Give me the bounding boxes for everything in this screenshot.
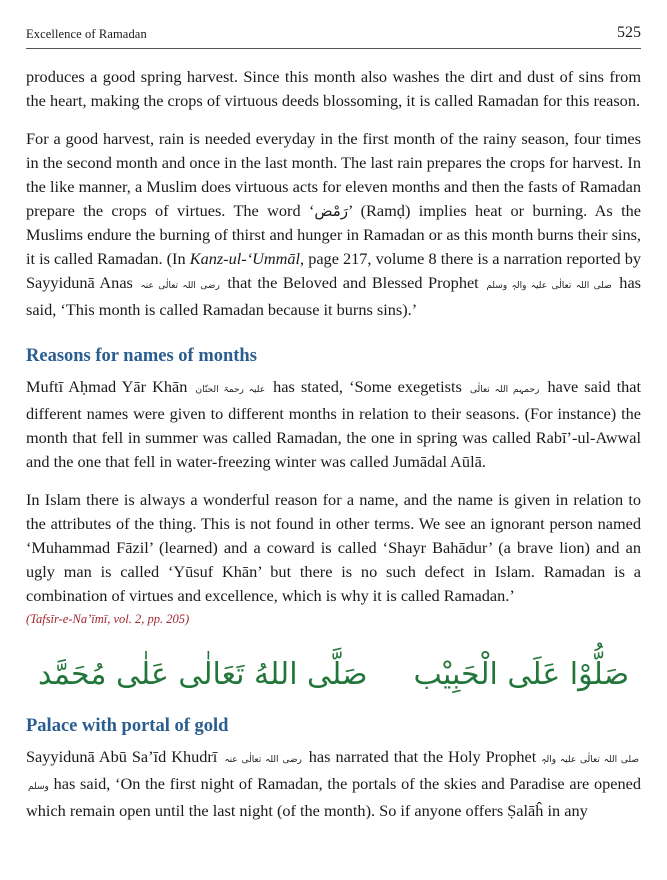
source-title: Kanz-ul-‘Ummāl <box>189 249 301 268</box>
section-heading-names-of-months: Reasons for names of months <box>26 346 257 366</box>
paragraph-3-part-c: have said that different names were given to different months in relation to their seasons. (For instance) the month that fell in summer was called Ramadan, the one in spring was called Rabī’-ul-Awwal and the one that fell in water-freezing winter was called Jumādal Aūlā. <box>26 377 642 471</box>
arabic-word-ramd: رَمْض <box>314 202 349 220</box>
paragraph-5 <box>26 745 641 823</box>
paragraph-3-part-a: Muftī Aḥmad Yār Khān <box>26 377 194 396</box>
paragraph-2-part-c: , page 217, volume 8 there is a narration reported by Sayyidunā Anas <box>26 249 641 292</box>
paragraph-2-part-a: For a good harvest, rain is needed everyday in the first month of the rainy season, four times in the second month and once in the last month. The last rain prepares the crops for harvest. In the like manner, a Muslim does virtuous acts for eleven months and then the fasts of Ramadan prepare the crops of virtues. The word ‘ <box>26 129 641 220</box>
durood-sallu: صَلُّوْا عَلَى الْحَبِيْب <box>413 657 630 692</box>
honorific-prophet: صلی اللہ تعالٰی علیہ والہٖ وسلم <box>486 281 612 291</box>
citation: (Tafsīr-e-Na’īmī, vol. 2, pp. 205) <box>26 612 190 626</box>
honorific-exegetists: رحمہم اللہ تعالٰی <box>469 385 540 395</box>
paragraph-1: produces a good spring harvest. Since this month also washes the dirt and dust of sins from the heart, making the crops of virtuous deeds blossoming, it is called Ramadan for this reason. <box>26 67 641 110</box>
honorific-mufti: علیہ رحمۃ الحنّان <box>195 385 266 395</box>
honorific-khudri: رضی اللہ تعالٰی عنہ <box>224 755 302 765</box>
paragraph-5-part-b: has narrated that the Holy Prophet <box>303 747 542 766</box>
paragraph-3-part-b: has stated, ‘Some exegetists <box>267 377 468 396</box>
honorific-anas: رضی اللہ تعالٰی عنہ <box>140 281 220 291</box>
paragraph-5-part-a: Sayyidunā Abū Sa’īd Khudrī <box>26 747 223 766</box>
durood-sallallahu: صَلَّى اللهُ تَعَالٰى عَلٰى مُحَمَّد <box>37 657 368 692</box>
running-title: Excellence of Ramadan <box>26 27 147 41</box>
paragraph-2 <box>26 127 641 322</box>
paragraph-2-part-d: that the Beloved and Blessed Prophet <box>221 273 485 292</box>
paragraph-3 <box>26 375 641 474</box>
durood-line <box>26 657 641 692</box>
paragraph-2-part-b: ’ (Ramḍ) implies heat or burning. As the Muslims endure the burning of thirst and hunger in Ramadan or as this month burns their sins, it is called Ramadan. (In <box>26 201 641 268</box>
honorific-prophet-2: صلی اللہ تعالٰی علیہ والہٖ وسلم <box>28 755 639 792</box>
page-content <box>26 65 641 823</box>
paragraph-5-part-c: has said, ‘On the first night of Ramadan, the portals of the skies and Paradise are opened which remain open until the last night (of the month). So if anyone offers Ṣalāĥ in any <box>26 774 641 820</box>
paragraph-2-part-e: has said, ‘This month is called Ramadan because it burns sins).’ <box>26 273 642 319</box>
paragraph-4: In Islam there is always a wonderful reason for a name, and the name is given in relation to the attributes of the thing. This is not found in other terms. We see an ignorant person named ‘Muhammad Fāzil’ (learned) and a coward is called ‘Shayr Bahādur’ (a brave lion) and an ugly man is called ‘Yūsuf Khān’ but there is no such defect in Islam. Ramadan is a combination of virtues and excellence, which is why it is called Ramadan.’ <box>26 490 641 605</box>
page-header <box>26 0 641 49</box>
section-heading-palace: Palace with portal of gold <box>26 716 229 736</box>
page-number: 525 <box>617 24 641 41</box>
